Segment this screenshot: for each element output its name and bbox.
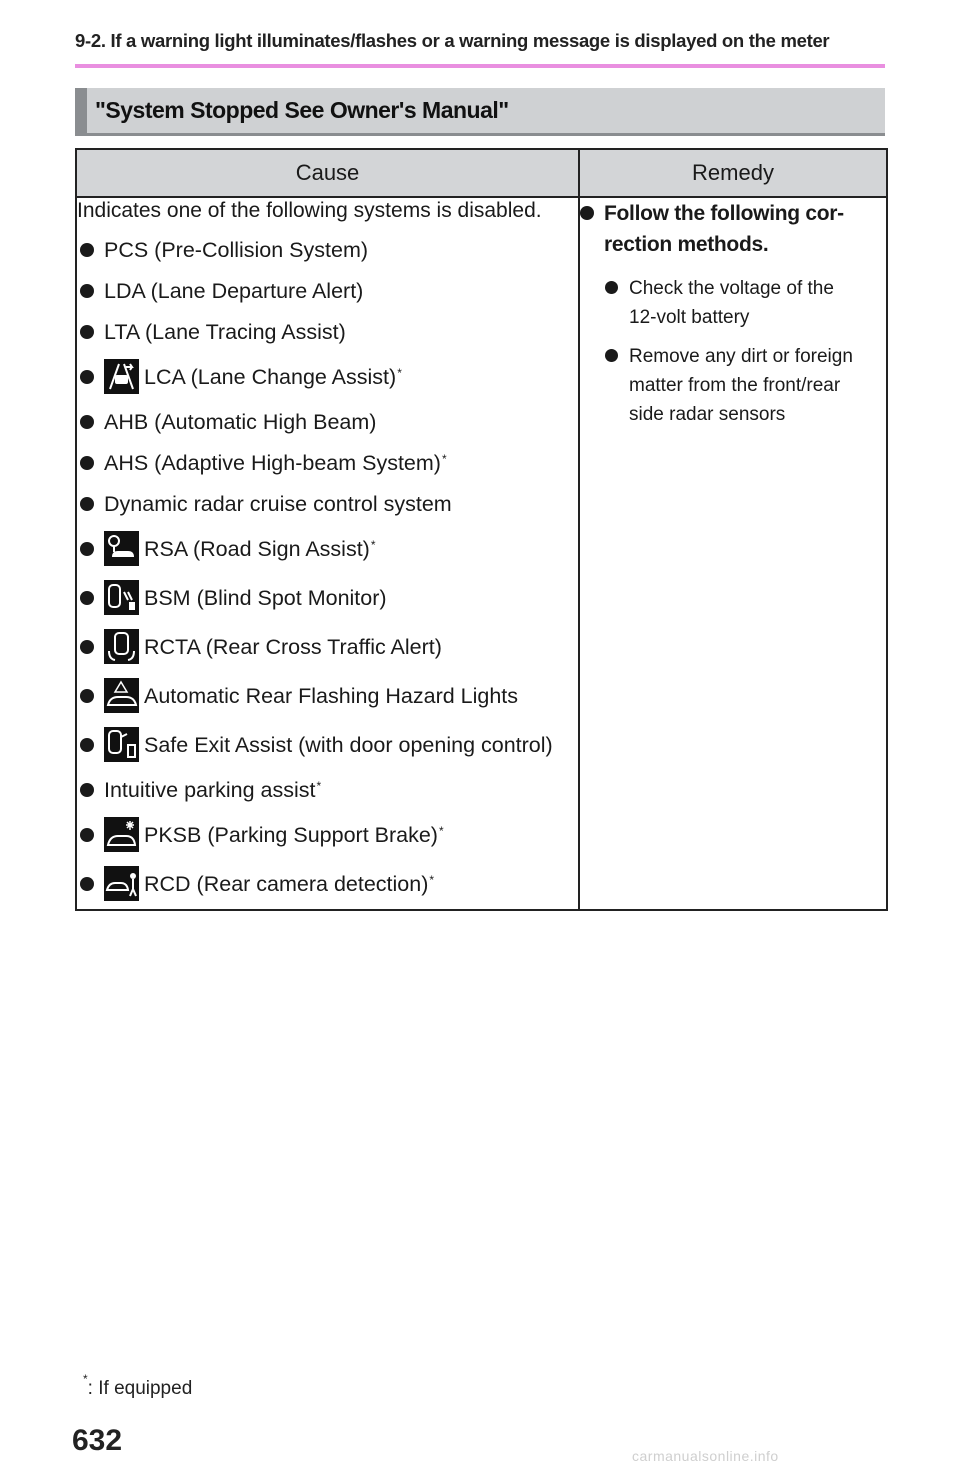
remedy-main-line-1: Follow the following cor- — [604, 202, 844, 225]
page-number: 632 — [72, 1424, 123, 1457]
bullet-icon — [80, 542, 94, 556]
remedy-main-line-2: rection methods. — [604, 233, 769, 256]
list-item — [77, 727, 578, 762]
list-item — [77, 629, 578, 664]
footnote-mark: * — [438, 823, 444, 838]
rear-hazard-lights-icon — [104, 678, 139, 713]
footnote-mark: * — [397, 365, 402, 380]
item-label: Intuitive parking assist — [104, 778, 316, 802]
item-label: RCTA (Rear Cross Traffic Alert) — [144, 634, 442, 659]
item-label: RCD (Rear camera detection) — [144, 871, 429, 896]
header-rule — [75, 64, 885, 68]
rear-cross-traffic-alert-icon — [104, 629, 139, 664]
item-label: BSM (Blind Spot Monitor) — [144, 585, 387, 610]
list-item — [77, 318, 578, 346]
bullet-icon — [605, 349, 618, 362]
item-label: Dynamic radar cruise control system — [104, 492, 452, 516]
item-label: PCS (Pre-Collision System) — [104, 238, 369, 262]
list-item — [77, 277, 578, 305]
item-label: LDA (Lane Departure Alert) — [104, 279, 364, 303]
list-item — [77, 678, 578, 713]
cause-cell — [76, 197, 579, 910]
watermark: carmanualsonline.info — [632, 1448, 779, 1464]
bullet-icon — [80, 284, 94, 298]
bullet-icon — [80, 456, 94, 470]
bullet-icon — [80, 689, 94, 703]
item-label: LTA (Lane Tracing Assist) — [104, 320, 346, 344]
bullet-icon — [80, 877, 94, 891]
bullet-icon — [80, 783, 94, 797]
table-header-row — [76, 149, 887, 197]
list-item — [77, 236, 578, 264]
list-item — [77, 531, 578, 566]
bullet-icon — [80, 243, 94, 257]
item-label: LCA (Lane Change Assist) — [144, 364, 397, 389]
item-label: RSA (Road Sign Assist) — [144, 536, 370, 561]
remedy-sub-text: Check the voltage of the 12-volt battery — [629, 278, 834, 328]
list-item — [77, 449, 578, 477]
list-item — [77, 490, 578, 518]
page-header: 9-2. If a warning light illuminates/flashes or a warning message is displayed on the meter — [75, 30, 830, 51]
cause-remedy-table — [75, 148, 888, 911]
bullet-icon — [80, 640, 94, 654]
item-label: PKSB (Parking Support Brake) — [144, 822, 438, 847]
footnote-mark: * — [83, 1372, 88, 1386]
section-title: "System Stopped See Owner's Manual" — [95, 97, 509, 123]
remedy-cell — [579, 197, 887, 910]
bullet-icon — [580, 206, 594, 220]
road-sign-assist-icon — [104, 531, 139, 566]
parking-support-brake-icon — [104, 817, 139, 852]
footnote-text: : If equipped — [87, 1378, 193, 1399]
cause-intro: Indicates one of the following systems is disabled. — [77, 199, 542, 222]
list-item — [77, 359, 578, 394]
bullet-icon — [80, 325, 94, 339]
remedy-main-item — [580, 198, 886, 260]
table-row — [76, 197, 887, 910]
column-header-remedy: Remedy — [579, 149, 887, 197]
list-item — [77, 776, 578, 804]
bullet-icon — [80, 738, 94, 752]
bullet-icon — [605, 281, 618, 294]
list-item — [77, 817, 578, 852]
bullet-icon — [80, 497, 94, 511]
bullet-icon — [80, 370, 94, 384]
remedy-sub-item — [605, 342, 886, 429]
item-label: AHB (Automatic High Beam) — [104, 410, 377, 434]
item-label: AHS (Adaptive High-beam System) — [104, 451, 441, 475]
footnote-mark: * — [429, 872, 435, 887]
column-header-cause: Cause — [76, 149, 579, 197]
rear-camera-detection-icon — [104, 866, 139, 901]
remedy-sub-text: Remove any dirt or foreign matter from the front/rear side radar sensors — [629, 346, 853, 425]
remedy-sub-item — [605, 274, 886, 332]
footnote — [82, 1372, 193, 1400]
safe-exit-assist-icon — [104, 727, 139, 762]
footnote-mark: * — [370, 537, 376, 552]
footnote-mark: * — [441, 452, 447, 466]
list-item — [77, 580, 578, 615]
item-label: Automatic Rear Flashing Hazard Lights — [144, 683, 519, 708]
footnote-mark: * — [316, 779, 322, 793]
list-item — [77, 866, 578, 901]
list-item — [77, 408, 578, 436]
blind-spot-monitor-icon — [104, 580, 139, 615]
lane-change-assist-icon — [104, 359, 139, 394]
item-label: Safe Exit Assist (with door opening control) — [144, 732, 553, 757]
bullet-icon — [80, 415, 94, 429]
remedy-main-text — [604, 198, 844, 260]
bullet-icon — [80, 591, 94, 605]
bullet-icon — [80, 828, 94, 842]
section-title-bar — [75, 88, 885, 136]
